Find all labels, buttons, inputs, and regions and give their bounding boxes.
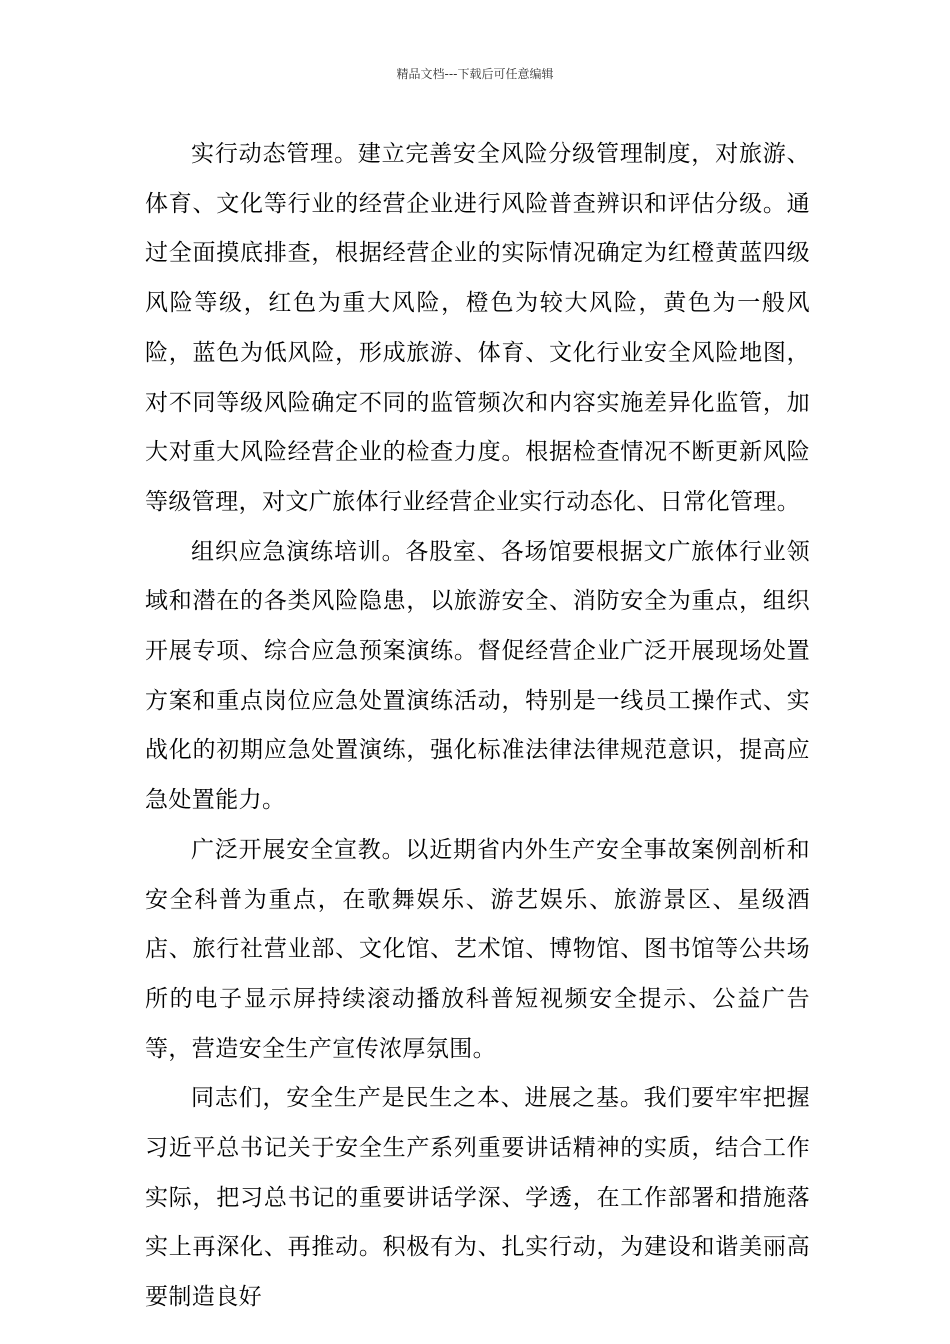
paragraph-closing-remarks: 同志们，安全生产是民生之本、进展之基。我们要牢牢把握习近平总书记关于安全生产系列重要讲话精神的实质，结合工作实际，把习总书记的重要讲话学深、学透，在工作部署和措施落实上再深化、再推动。积极有为、扎实行动，为建设和谐美丽高要制造良好 <box>145 1085 810 1311</box>
paragraph-emergency-drill: 组织应急演练培训。各股室、各场馆要根据文广旅体行业领域和潜在的各类风险隐患，以旅游安全、消防安全为重点，组织开展专项、综合应急预案演练。督促经营企业广泛开展现场处置方案和重点岗位应急处置演练活动，特别是一线员工操作式、实战化的初期应急处置演练，强化标准法律法律规范意识，提高应急处置能力。 <box>145 538 810 814</box>
paragraph-dynamic-management: 实行动态管理。建立完善安全风险分级管理制度，对旅游、体育、文化等行业的经营企业进行风险普查辨识和评估分级。通过全面摸底排查，根据经营企业的实际情况确定为红橙黄蓝四级风险等级，红色为重大风险，橙色为较大风险，黄色为一般风险，蓝色为低风险，形成旅游、体育、文化行业安全风险地图，对不同等级风险确定不同的监管频次和内容实施差异化监管，加大对重大风险经营企业的检查力度。根据检查情况不断更新风险等级管理，对文广旅体行业经营企业实行动态化、日常化管理。 <box>145 141 810 515</box>
page-header: 精品文档---下载后可任意编辑 <box>396 67 554 81</box>
document-body <box>145 130 810 1323</box>
paragraph-safety-education: 广泛开展安全宣教。以近期省内外生产安全事故案例剖析和安全科普为重点，在歌舞娱乐、游艺娱乐、旅游景区、星级酒店、旅行社营业部、文化馆、艺术馆、博物馆、图书馆等公共场所的电子显示屏持续滚动播放科普短视频安全提示、公益广告等，营造安全生产宣传浓厚氛围。 <box>145 836 810 1062</box>
